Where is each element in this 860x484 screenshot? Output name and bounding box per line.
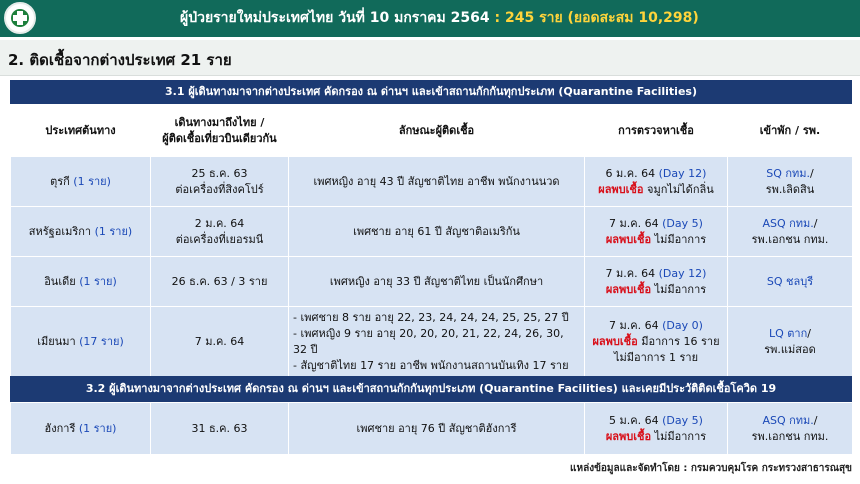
page-title	[180, 7, 699, 29]
section-header	[0, 40, 860, 76]
facility-cell	[728, 403, 853, 455]
profile-list-item: - เพศหญิง 9 ราย อายุ 20, 20, 20, 21, 22, 24, 26, 30, 32 ปี	[293, 326, 564, 356]
profile-list	[293, 310, 580, 374]
arrival-cell	[151, 257, 289, 307]
country-name: อินเดีย	[44, 274, 80, 288]
facility-cell	[728, 257, 853, 307]
positive-result: ผลพบเชื้อ	[598, 182, 644, 196]
country-cell	[11, 157, 151, 207]
arrival-date: 2 ม.ค. 64	[194, 216, 245, 230]
quarantine-facility-link[interactable]: SQ กทม.	[766, 166, 811, 180]
symptom-text-line3: ไม่มีอาการ 1 ราย	[613, 350, 699, 364]
test-cell	[585, 257, 728, 307]
ministry-logo-icon	[4, 2, 36, 34]
test-date: 6 ม.ค. 64	[605, 166, 659, 180]
country-cell	[11, 257, 151, 307]
profile-cell	[289, 307, 585, 377]
test-day: (Day 12)	[658, 166, 707, 180]
top-header-bar	[0, 0, 860, 37]
positive-result: ผลพบเชื้อ	[605, 282, 652, 296]
test-cell	[585, 207, 728, 257]
subsection-3-2-banner: 3.2 ผู้เดินทางมาจากต่างประเทศ คัดกรอง ณ ด่านฯ และเข้าสถานกักกันทุกประเภท (Quarantine Facilities) และเคยมีประวัติติดเชื้อโควิด 19	[10, 376, 852, 402]
section-title: 2. ติดเชื้อจากต่างประเทศ 21 ราย	[8, 51, 232, 69]
profile-list-item: - เพศชาย 8 ราย อายุ 22, 23, 24, 24, 24, 25, 25, 27 ปี	[293, 310, 569, 324]
col-header-arrival-line1: เดินทางมาถึงไทย /	[174, 115, 265, 129]
symptom-text: มีอาการ 16 ราย	[637, 334, 720, 348]
test-cell	[585, 307, 728, 377]
facility-cell	[728, 307, 853, 377]
country-cell	[11, 207, 151, 257]
facility-cell	[728, 207, 853, 257]
case-count: (1 ราย)	[78, 421, 117, 435]
hospital-name: รพ.แม่สอด	[764, 342, 816, 356]
arrival-cell	[151, 157, 289, 207]
test-day: (Day 5)	[662, 413, 703, 427]
arrival-cell	[151, 403, 289, 455]
test-date: 7 ม.ค. 64	[609, 318, 663, 332]
symptom-text: ไม่มีอาการ	[651, 232, 707, 246]
col-header-arrival-line2: ผู้ติดเชื้อเที่ยวบินเดียวกัน	[162, 131, 277, 145]
quarantine-facility-link[interactable]: ASQ กทม.	[762, 413, 814, 427]
profile-cell: เพศหญิง อายุ 33 ปี สัญชาติไทย เป็นนักศึกษา	[289, 257, 585, 307]
symptom-text: จมูกไม่ได้กลิ่น	[643, 182, 714, 196]
quarantine-facility-link[interactable]: LQ ตาก	[769, 326, 808, 340]
case-count: (1 ราย)	[79, 274, 117, 288]
case-count: (1 ราย)	[94, 224, 133, 238]
symptom-text: ไม่มีอาการ	[651, 282, 707, 296]
imported-cases-table	[10, 104, 853, 377]
profile-list-item: - สัญชาติไทย 17 ราย อาชีพ พนักงานสถานบันเทิง 17 ราย	[293, 358, 569, 372]
arrival-date: 25 ธ.ค. 63	[191, 166, 248, 180]
subsection-3-1-banner: 3.1 ผู้เดินทางมาจากต่างประเทศ คัดกรอง ณ ด่านฯ และเข้าสถานกักกันทุกประเภท (Quarantine Facilities)	[10, 80, 852, 104]
arrival-date: 26 ธ.ค. 63 / 3 ราย	[171, 274, 268, 288]
case-count: (1 ราย)	[73, 174, 111, 188]
arrival-transit: ต่อเครื่องที่เยอรมนี	[175, 232, 264, 246]
facility-separator: /	[813, 216, 818, 230]
col-header-profile: ลักษณะผู้ติดเชื้อ	[289, 105, 585, 157]
positive-result: ผลพบเชื้อ	[605, 429, 652, 443]
hospital-name: รพ.เอกชน กทม.	[751, 232, 829, 246]
hospital-name: รพ.เลิดสิน	[765, 182, 815, 196]
col-header-test: การตรวจหาเชื้อ	[585, 105, 728, 157]
col-header-country: ประเทศต้นทาง	[11, 105, 151, 157]
table-row	[11, 207, 853, 257]
col-header-facility: เข้าพัก / รพ.	[728, 105, 853, 157]
test-cell	[585, 403, 728, 455]
test-date: 7 ม.ค. 64	[609, 216, 663, 230]
facility-cell	[728, 157, 853, 207]
positive-result: ผลพบเชื้อ	[592, 334, 638, 348]
profile-cell: เพศหญิง อายุ 43 ปี สัญชาติไทย อาชีพ พนักงานนวด	[289, 157, 585, 207]
quarantine-facility-link[interactable]: ASQ กทม.	[762, 216, 814, 230]
quarantine-facility-link[interactable]: SQ ชลบุรี	[766, 274, 814, 288]
arrival-cell	[151, 207, 289, 257]
table-row	[11, 257, 853, 307]
facility-separator: /	[807, 326, 811, 340]
hospital-name: รพ.เอกชน กทม.	[751, 429, 829, 443]
country-name: ตุรกี	[50, 174, 74, 188]
page-title-text: ผู้ป่วยรายใหม่ประเทศไทย วันที่ 10 มกราคม 2564	[180, 10, 490, 26]
case-count: (17 ราย)	[79, 334, 124, 348]
test-day: (Day 0)	[662, 318, 703, 332]
daily-total-highlight: : 245 ราย (ยอดสะสม 10,298)	[489, 10, 699, 26]
country-name: สหรัฐอเมริกา	[28, 224, 95, 238]
data-source-footnote: แหล่งข้อมูลและจัดทำโดย : กรมควบคุมโรค กระทรวงสาธารณสุข	[570, 463, 852, 474]
country-cell	[11, 307, 151, 377]
test-date: 5 ม.ค. 64	[609, 413, 663, 427]
profile-cell: เพศชาย อายุ 61 ปี สัญชาติอเมริกัน	[289, 207, 585, 257]
facility-separator: /	[813, 413, 818, 427]
arrival-date: 31 ธ.ค. 63	[191, 421, 248, 435]
country-cell	[11, 403, 151, 455]
test-day: (Day 12)	[658, 266, 707, 280]
table-row	[11, 307, 853, 377]
arrival-date: 7 ม.ค. 64	[194, 334, 245, 348]
arrival-cell	[151, 307, 289, 377]
country-name: เมียนมา	[37, 334, 80, 348]
test-day: (Day 5)	[662, 216, 703, 230]
table-row	[11, 157, 853, 207]
table-header-row	[11, 105, 853, 157]
col-header-arrival	[151, 105, 289, 157]
test-date: 7 ม.ค. 64	[605, 266, 659, 280]
symptom-text: ไม่มีอาการ	[651, 429, 707, 443]
table-row	[11, 403, 853, 455]
profile-cell: เพศชาย อายุ 76 ปี สัญชาติฮังการี	[289, 403, 585, 455]
test-cell	[585, 157, 728, 207]
facility-separator: /	[810, 166, 814, 180]
arrival-transit: ต่อเครื่องที่สิงคโปร์	[175, 182, 264, 196]
country-name: ฮังการี	[44, 421, 79, 435]
positive-result: ผลพบเชื้อ	[605, 232, 652, 246]
prior-infection-cases-table	[10, 402, 853, 455]
